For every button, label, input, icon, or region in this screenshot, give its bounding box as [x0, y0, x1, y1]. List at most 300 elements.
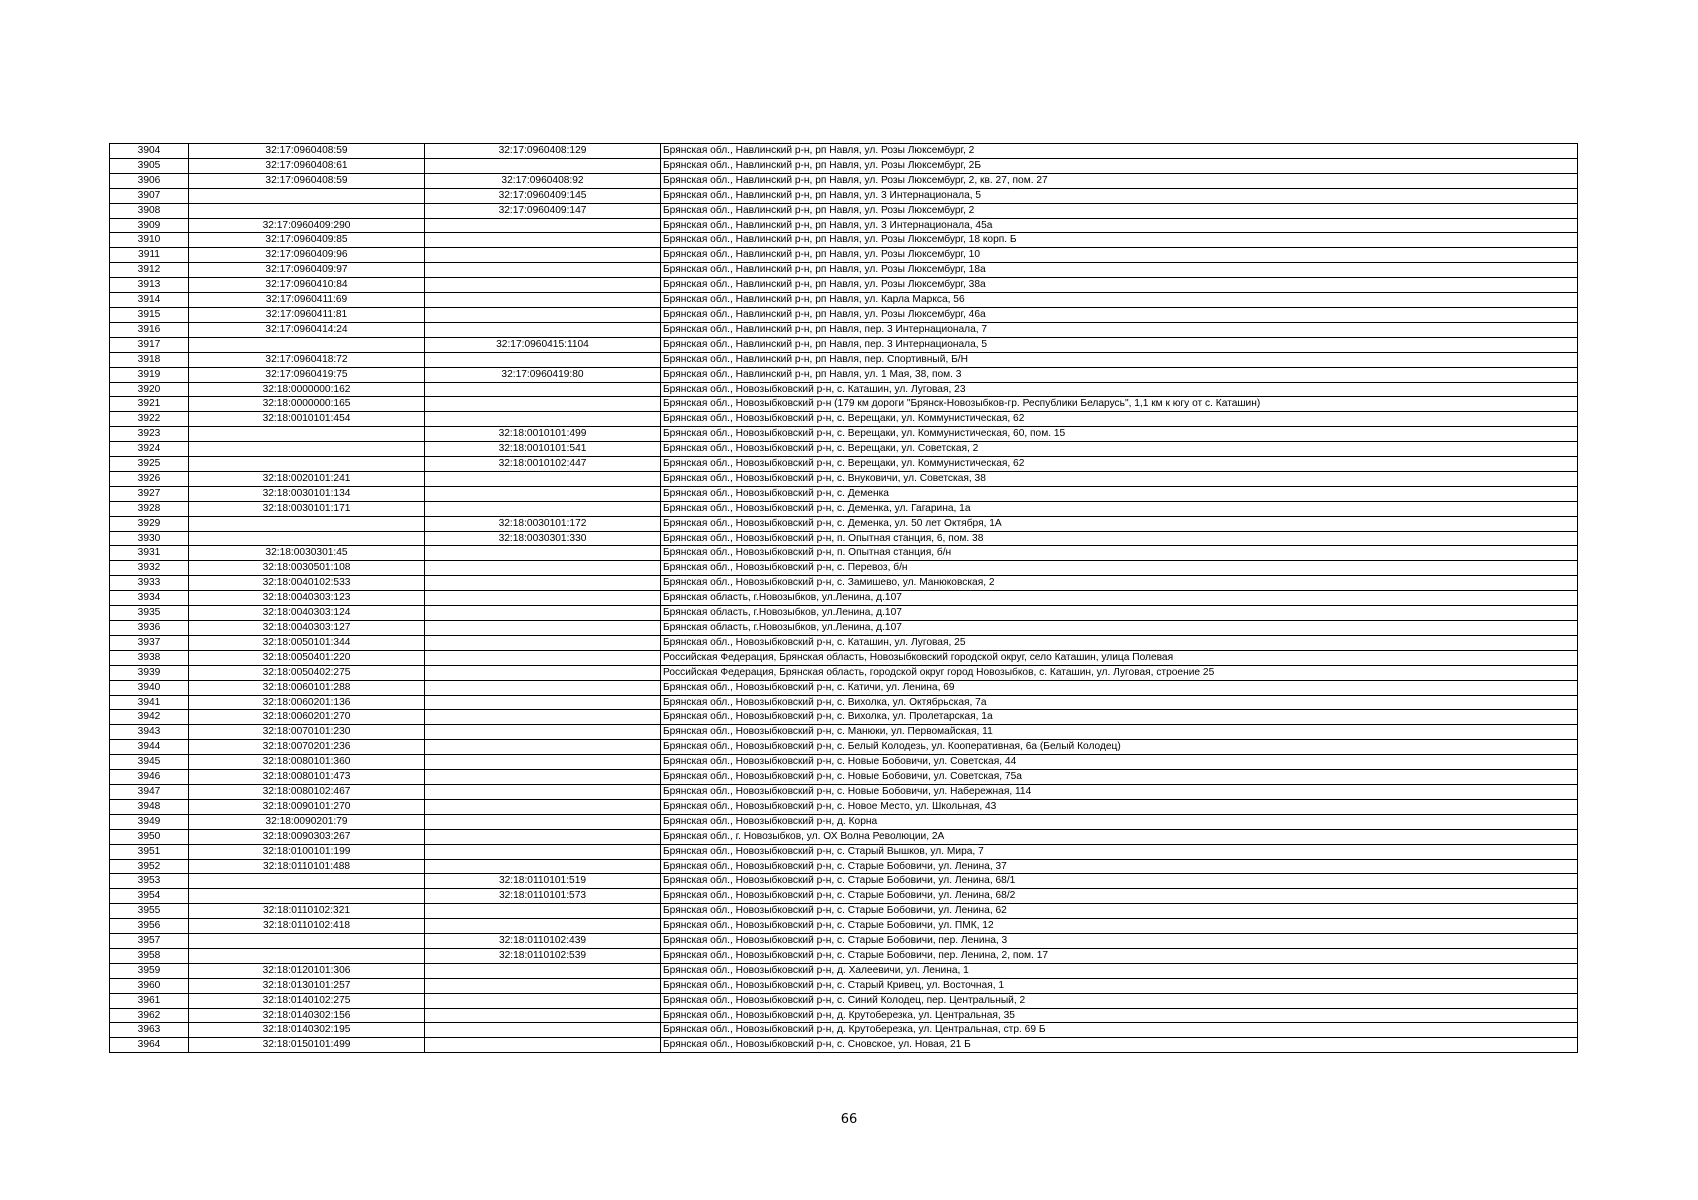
address-cell: Брянская обл., Новозыбковский р-н, с. Верещаки, ул. Коммунистическая, 62: [661, 457, 1578, 472]
related-cadastral-number-cell: [425, 1023, 661, 1038]
cadastral-number-cell: 32:17:0960409:290: [189, 218, 425, 233]
table-row: [110, 337, 1578, 352]
address-cell: Брянская обл., Навлинский р-н, рп Навля, ул. Розы Люксембург, 46а: [661, 307, 1578, 322]
table-row: [110, 457, 1578, 472]
row-number-cell: 3928: [110, 501, 189, 516]
cadastral-number-cell: 32:17:0960418:72: [189, 352, 425, 367]
row-number-cell: 3942: [110, 710, 189, 725]
address-cell: Брянская обл., Новозыбковский р-н, с. Старые Бобовичи, ул. Ленина, 62: [661, 904, 1578, 919]
table-row: [110, 621, 1578, 636]
cadastral-number-cell: 32:18:0060201:270: [189, 710, 425, 725]
address-cell: Брянская обл., Навлинский р-н, рп Навля, ул. Розы Люксембург, 2Б: [661, 158, 1578, 173]
related-cadastral-number-cell: [425, 218, 661, 233]
table-row: [110, 948, 1578, 963]
row-number-cell: 3936: [110, 621, 189, 636]
address-cell: Брянская обл., Навлинский р-н, рп Навля, ул. Розы Люксембург, 18 корп. Б: [661, 233, 1578, 248]
related-cadastral-number-cell: 32:18:0110102:439: [425, 934, 661, 949]
related-cadastral-number-cell: [425, 501, 661, 516]
table-row: [110, 725, 1578, 740]
table-row: [110, 814, 1578, 829]
related-cadastral-number-cell: [425, 859, 661, 874]
related-cadastral-number-cell: [425, 158, 661, 173]
row-number-cell: 3956: [110, 919, 189, 934]
related-cadastral-number-cell: [425, 963, 661, 978]
row-number-cell: 3947: [110, 784, 189, 799]
row-number-cell: 3950: [110, 829, 189, 844]
related-cadastral-number-cell: 32:18:0010102:447: [425, 457, 661, 472]
row-number-cell: 3914: [110, 293, 189, 308]
row-number-cell: 3912: [110, 263, 189, 278]
related-cadastral-number-cell: [425, 725, 661, 740]
address-cell: Брянская обл., Навлинский р-н, рп Навля, ул. Карла Маркса, 56: [661, 293, 1578, 308]
table-row: [110, 919, 1578, 934]
address-cell: Российская Федерация, Брянская область, городской округ город Новозыбков, с. Каташин, ул. Луговая, строение 25: [661, 665, 1578, 680]
row-number-cell: 3908: [110, 203, 189, 218]
table-row: [110, 799, 1578, 814]
cadastral-number-cell: 32:18:0130101:257: [189, 978, 425, 993]
related-cadastral-number-cell: [425, 382, 661, 397]
related-cadastral-number-cell: 32:17:0960408:92: [425, 173, 661, 188]
table-row: [110, 695, 1578, 710]
address-cell: Брянская обл., Навлинский р-н, рп Навля, ул. Розы Люксембург, 10: [661, 248, 1578, 263]
related-cadastral-number-cell: 32:18:0030101:172: [425, 516, 661, 531]
row-number-cell: 3943: [110, 725, 189, 740]
related-cadastral-number-cell: [425, 844, 661, 859]
row-number-cell: 3961: [110, 993, 189, 1008]
table-row: [110, 397, 1578, 412]
cadastral-number-cell: [189, 337, 425, 352]
table-row: [110, 382, 1578, 397]
address-cell: Брянская область, г.Новозыбков, ул.Ленина, д.107: [661, 621, 1578, 636]
address-cell: Брянская обл., Новозыбковский р-н, с. Вихолка, ул. Октябрьская, 7а: [661, 695, 1578, 710]
table-row: [110, 576, 1578, 591]
address-cell: Брянская обл., Новозыбковский р-н, с. Белый Колодезь, ул. Кооперативная, 6а (Белый Колодец): [661, 740, 1578, 755]
address-cell: Брянская обл., Новозыбковский р-н, с. Новые Бобовичи, ул. Набережная, 114: [661, 784, 1578, 799]
related-cadastral-number-cell: [425, 784, 661, 799]
cadastral-number-cell: 32:18:0140102:275: [189, 993, 425, 1008]
related-cadastral-number-cell: [425, 919, 661, 934]
address-cell: Брянская обл., Новозыбковский р-н, с. Деменка: [661, 486, 1578, 501]
table-row: [110, 874, 1578, 889]
cadastral-number-cell: [189, 889, 425, 904]
address-cell: Брянская обл., Новозыбковский р-н, с. Деменка, ул. 50 лет Октября, 1А: [661, 516, 1578, 531]
related-cadastral-number-cell: 32:18:0110102:539: [425, 948, 661, 963]
cadastral-number-cell: 32:18:0090201:79: [189, 814, 425, 829]
cadastral-number-cell: 32:17:0960414:24: [189, 322, 425, 337]
related-cadastral-number-cell: 32:17:0960408:129: [425, 144, 661, 159]
table-row: [110, 173, 1578, 188]
related-cadastral-number-cell: [425, 233, 661, 248]
related-cadastral-number-cell: [425, 993, 661, 1008]
table-row: [110, 1008, 1578, 1023]
address-cell: Брянская обл., Новозыбковский р-н, с. Каташин, ул. Луговая, 25: [661, 635, 1578, 650]
cadastral-number-cell: 32:17:0960411:69: [189, 293, 425, 308]
table-row: [110, 352, 1578, 367]
cadastral-number-cell: 32:18:0040303:123: [189, 591, 425, 606]
row-number-cell: 3905: [110, 158, 189, 173]
cadastral-number-cell: 32:18:0140302:156: [189, 1008, 425, 1023]
address-cell: Брянская обл., Новозыбковский р-н, с. Старые Бобовичи, ул. Ленина, 68/1: [661, 874, 1578, 889]
row-number-cell: 3954: [110, 889, 189, 904]
cadastral-number-cell: 32:18:0060201:136: [189, 695, 425, 710]
row-number-cell: 3918: [110, 352, 189, 367]
address-cell: Брянская обл., Навлинский р-н, рп Навля, пер. 3 Интернационала, 5: [661, 337, 1578, 352]
address-cell: Брянская обл., Новозыбковский р-н, с. Сновское, ул. Новая, 21 Б: [661, 1038, 1578, 1053]
table-row: [110, 188, 1578, 203]
registry-body: [110, 144, 1578, 1053]
cadastral-number-cell: 32:17:0960419:75: [189, 367, 425, 382]
row-number-cell: 3920: [110, 382, 189, 397]
table-row: [110, 784, 1578, 799]
row-number-cell: 3927: [110, 486, 189, 501]
address-cell: Брянская обл., Новозыбковский р-н, с. Верещаки, ул. Коммунистическая, 62: [661, 412, 1578, 427]
address-cell: Брянская обл., Новозыбковский р-н, с. Катичи, ул. Ленина, 69: [661, 680, 1578, 695]
address-cell: Брянская обл., Новозыбковский р-н, с. Старые Бобовичи, пер. Ленина, 3: [661, 934, 1578, 949]
related-cadastral-number-cell: [425, 740, 661, 755]
row-number-cell: 3915: [110, 307, 189, 322]
cadastral-number-cell: 32:18:0050402:275: [189, 665, 425, 680]
row-number-cell: 3939: [110, 665, 189, 680]
table-row: [110, 710, 1578, 725]
table-row: [110, 427, 1578, 442]
address-cell: Брянская обл., Новозыбковский р-н, д. Халеевичи, ул. Ленина, 1: [661, 963, 1578, 978]
row-number-cell: 3921: [110, 397, 189, 412]
cadastral-number-cell: 32:18:0010101:454: [189, 412, 425, 427]
cadastral-number-cell: 32:18:0040303:124: [189, 606, 425, 621]
related-cadastral-number-cell: [425, 412, 661, 427]
table-row: [110, 203, 1578, 218]
row-number-cell: 3933: [110, 576, 189, 591]
cadastral-number-cell: [189, 442, 425, 457]
row-number-cell: 3925: [110, 457, 189, 472]
table-row: [110, 606, 1578, 621]
related-cadastral-number-cell: [425, 352, 661, 367]
row-number-cell: 3931: [110, 546, 189, 561]
address-cell: Брянская обл., г. Новозыбков, ул. ОХ Волна Революции, 2А: [661, 829, 1578, 844]
table-row: [110, 844, 1578, 859]
cadastral-number-cell: [189, 188, 425, 203]
related-cadastral-number-cell: 32:17:0960409:147: [425, 203, 661, 218]
related-cadastral-number-cell: [425, 397, 661, 412]
related-cadastral-number-cell: [425, 278, 661, 293]
related-cadastral-number-cell: [425, 561, 661, 576]
address-cell: Брянская обл., Новозыбковский р-н, с. Внуковичи, ул. Советская, 38: [661, 471, 1578, 486]
address-cell: Брянская обл., Новозыбковский р-н, с. Верещаки, ул. Советская, 2: [661, 442, 1578, 457]
cadastral-number-cell: 32:17:0960409:85: [189, 233, 425, 248]
table-row: [110, 1023, 1578, 1038]
table-row: [110, 531, 1578, 546]
table-row: [110, 978, 1578, 993]
table-row: [110, 218, 1578, 233]
table-row: [110, 248, 1578, 263]
related-cadastral-number-cell: [425, 1008, 661, 1023]
related-cadastral-number-cell: [425, 770, 661, 785]
table-row: [110, 934, 1578, 949]
cadastral-number-cell: [189, 427, 425, 442]
address-cell: Брянская обл., Новозыбковский р-н, д. Корна: [661, 814, 1578, 829]
address-cell: Брянская обл., Новозыбковский р-н, с. Новые Бобовичи, ул. Советская, 44: [661, 755, 1578, 770]
cadastral-number-cell: 32:18:0040303:127: [189, 621, 425, 636]
related-cadastral-number-cell: 32:18:0010101:499: [425, 427, 661, 442]
cadastral-number-cell: 32:17:0960410:84: [189, 278, 425, 293]
address-cell: Брянская обл., Новозыбковский р-н, с. Каташин, ул. Луговая, 23: [661, 382, 1578, 397]
row-number-cell: 3906: [110, 173, 189, 188]
related-cadastral-number-cell: [425, 635, 661, 650]
table-row: [110, 233, 1578, 248]
related-cadastral-number-cell: [425, 546, 661, 561]
table-row: [110, 680, 1578, 695]
related-cadastral-number-cell: [425, 904, 661, 919]
related-cadastral-number-cell: [425, 695, 661, 710]
related-cadastral-number-cell: [425, 307, 661, 322]
row-number-cell: 3910: [110, 233, 189, 248]
row-number-cell: 3935: [110, 606, 189, 621]
related-cadastral-number-cell: [425, 799, 661, 814]
address-cell: Брянская обл., Новозыбковский р-н, с. Вихолка, ул. Пролетарская, 1а: [661, 710, 1578, 725]
related-cadastral-number-cell: 32:18:0030301:330: [425, 531, 661, 546]
address-cell: Брянская обл., Новозыбковский р-н, с. Перевоз, б/н: [661, 561, 1578, 576]
row-number-cell: 3951: [110, 844, 189, 859]
address-cell: Брянская обл., Новозыбковский р-н, с. Замишево, ул. Манюковская, 2: [661, 576, 1578, 591]
address-cell: Брянская обл., Навлинский р-н, рп Навля, пер. 3 Интернационала, 7: [661, 322, 1578, 337]
row-number-cell: 3937: [110, 635, 189, 650]
table-row: [110, 263, 1578, 278]
cadastral-number-cell: 32:18:0090303:267: [189, 829, 425, 844]
cadastral-number-cell: [189, 874, 425, 889]
address-cell: Брянская обл., Новозыбковский р-н, с. Старый Вышков, ул. Мира, 7: [661, 844, 1578, 859]
table-row: [110, 442, 1578, 457]
address-cell: Российская Федерация, Брянская область, Новозыбковский городской округ, село Каташин, улица Полевая: [661, 650, 1578, 665]
table-row: [110, 889, 1578, 904]
table-row: [110, 144, 1578, 159]
address-cell: Брянская обл., Навлинский р-н, рп Навля, пер. Спортивный, Б/Н: [661, 352, 1578, 367]
cadastral-number-cell: 32:18:0070201:236: [189, 740, 425, 755]
row-number-cell: 3932: [110, 561, 189, 576]
address-cell: Брянская обл., Навлинский р-н, рп Навля, ул. 3 Интернационала, 45а: [661, 218, 1578, 233]
row-number-cell: 3957: [110, 934, 189, 949]
address-cell: Брянская обл., Навлинский р-н, рп Навля, ул. Розы Люксембург, 2: [661, 203, 1578, 218]
address-cell: Брянская обл., Навлинский р-н, рп Навля, ул. Розы Люксембург, 2: [661, 144, 1578, 159]
table-row: [110, 665, 1578, 680]
related-cadastral-number-cell: 32:18:0110101:573: [425, 889, 661, 904]
cadastral-number-cell: 32:18:0030101:171: [189, 501, 425, 516]
address-cell: Брянская обл., Навлинский р-н, рп Навля, ул. Розы Люксембург, 18а: [661, 263, 1578, 278]
table-row: [110, 561, 1578, 576]
cadastral-number-cell: 32:18:0030301:45: [189, 546, 425, 561]
cadastral-number-cell: 32:17:0960408:59: [189, 173, 425, 188]
address-cell: Брянская обл., Новозыбковский р-н, д. Крутоберезка, ул. Центральная, 35: [661, 1008, 1578, 1023]
related-cadastral-number-cell: [425, 1038, 661, 1053]
cadastral-number-cell: 32:17:0960408:59: [189, 144, 425, 159]
table-row: [110, 322, 1578, 337]
related-cadastral-number-cell: [425, 293, 661, 308]
table-row: [110, 770, 1578, 785]
address-cell: Брянская обл., Новозыбковский р-н, с. Манюки, ул. Первомайская, 11: [661, 725, 1578, 740]
cadastral-number-cell: 32:17:0960409:97: [189, 263, 425, 278]
table-row: [110, 516, 1578, 531]
related-cadastral-number-cell: [425, 680, 661, 695]
table-row: [110, 740, 1578, 755]
table-row: [110, 293, 1578, 308]
row-number-cell: 3919: [110, 367, 189, 382]
cadastral-number-cell: 32:18:0090101:270: [189, 799, 425, 814]
address-cell: Брянская область, г.Новозыбков, ул.Ленина, д.107: [661, 591, 1578, 606]
table-row: [110, 993, 1578, 1008]
table-row: [110, 278, 1578, 293]
related-cadastral-number-cell: [425, 650, 661, 665]
table-row: [110, 471, 1578, 486]
address-cell: Брянская обл., Навлинский р-н, рп Навля, ул. Розы Люксембург, 38а: [661, 278, 1578, 293]
related-cadastral-number-cell: 32:18:0110101:519: [425, 874, 661, 889]
address-cell: Брянская обл., Новозыбковский р-н, с. Новое Место, ул. Школьная, 43: [661, 799, 1578, 814]
cadastral-number-cell: 32:18:0030101:134: [189, 486, 425, 501]
table-row: [110, 158, 1578, 173]
row-number-cell: 3946: [110, 770, 189, 785]
row-number-cell: 3964: [110, 1038, 189, 1053]
row-number-cell: 3949: [110, 814, 189, 829]
address-cell: Брянская обл., Навлинский р-н, рп Навля, ул. Розы Люксембург, 2, кв. 27, пом. 27: [661, 173, 1578, 188]
address-cell: Брянская обл., Новозыбковский р-н, с. Старые Бобовичи, пер. Ленина, 2, пом. 17: [661, 948, 1578, 963]
related-cadastral-number-cell: [425, 710, 661, 725]
cadastral-number-cell: 32:18:0000000:165: [189, 397, 425, 412]
address-cell: Брянская обл., Новозыбковский р-н, п. Опытная станция, 6, пом. 38: [661, 531, 1578, 546]
cadastral-number-cell: 32:17:0960409:96: [189, 248, 425, 263]
table-row: [110, 501, 1578, 516]
table-row: [110, 635, 1578, 650]
cadastral-number-cell: 32:18:0080101:473: [189, 770, 425, 785]
related-cadastral-number-cell: 32:17:0960419:80: [425, 367, 661, 382]
related-cadastral-number-cell: [425, 814, 661, 829]
row-number-cell: 3916: [110, 322, 189, 337]
cadastral-number-cell: 32:18:0050401:220: [189, 650, 425, 665]
row-number-cell: 3959: [110, 963, 189, 978]
address-cell: Брянская обл., Новозыбковский р-н, с. Старые Бобовичи, ул. Ленина, 37: [661, 859, 1578, 874]
table-row: [110, 367, 1578, 382]
row-number-cell: 3938: [110, 650, 189, 665]
cadastral-number-cell: [189, 934, 425, 949]
row-number-cell: 3924: [110, 442, 189, 457]
table-row: [110, 412, 1578, 427]
address-cell: Брянская обл., Новозыбковский р-н, с. Старые Бобовичи, ул. Ленина, 68/2: [661, 889, 1578, 904]
cadastral-number-cell: 32:18:0020101:241: [189, 471, 425, 486]
row-number-cell: 3907: [110, 188, 189, 203]
cadastral-number-cell: 32:17:0960411:81: [189, 307, 425, 322]
related-cadastral-number-cell: [425, 665, 661, 680]
related-cadastral-number-cell: 32:17:0960415:1104: [425, 337, 661, 352]
table-row: [110, 755, 1578, 770]
table-row: [110, 486, 1578, 501]
row-number-cell: 3952: [110, 859, 189, 874]
row-number-cell: 3926: [110, 471, 189, 486]
cadastral-number-cell: 32:18:0110102:321: [189, 904, 425, 919]
row-number-cell: 3934: [110, 591, 189, 606]
related-cadastral-number-cell: 32:17:0960409:145: [425, 188, 661, 203]
address-cell: Брянская обл., Новозыбковский р-н (179 км дороги "Брянск-Новозыбков-гр. Республики Беларусь", 1,1 км к югу от с. Каташин): [661, 397, 1578, 412]
related-cadastral-number-cell: [425, 322, 661, 337]
cadastral-number-cell: 32:18:0040102:533: [189, 576, 425, 591]
cadastral-number-cell: 32:18:0030501:108: [189, 561, 425, 576]
related-cadastral-number-cell: [425, 978, 661, 993]
address-cell: Брянская обл., Новозыбковский р-н, с. Старые Бобовичи, ул. ПМК, 12: [661, 919, 1578, 934]
row-number-cell: 3945: [110, 755, 189, 770]
related-cadastral-number-cell: 32:18:0010101:541: [425, 442, 661, 457]
row-number-cell: 3958: [110, 948, 189, 963]
row-number-cell: 3941: [110, 695, 189, 710]
row-number-cell: 3922: [110, 412, 189, 427]
table-row: [110, 1038, 1578, 1053]
cadastral-number-cell: [189, 948, 425, 963]
row-number-cell: 3917: [110, 337, 189, 352]
cadastral-number-cell: 32:18:0110102:418: [189, 919, 425, 934]
address-cell: Брянская обл., Новозыбковский р-н, д. Крутоберезка, ул. Центральная, стр. 69 Б: [661, 1023, 1578, 1038]
row-number-cell: 3953: [110, 874, 189, 889]
row-number-cell: 3948: [110, 799, 189, 814]
table-row: [110, 307, 1578, 322]
cadastral-number-cell: [189, 516, 425, 531]
related-cadastral-number-cell: [425, 248, 661, 263]
page-number: 66: [840, 1112, 858, 1127]
cadastral-number-cell: 32:18:0060101:288: [189, 680, 425, 695]
related-cadastral-number-cell: [425, 755, 661, 770]
row-number-cell: 3960: [110, 978, 189, 993]
cadastral-number-cell: [189, 531, 425, 546]
cadastral-number-cell: 32:17:0960408:61: [189, 158, 425, 173]
row-number-cell: 3909: [110, 218, 189, 233]
row-number-cell: 3911: [110, 248, 189, 263]
related-cadastral-number-cell: [425, 591, 661, 606]
cadastral-number-cell: 32:18:0120101:306: [189, 963, 425, 978]
table-row: [110, 859, 1578, 874]
related-cadastral-number-cell: [425, 576, 661, 591]
cadastral-number-cell: 32:18:0080101:360: [189, 755, 425, 770]
address-cell: Брянская обл., Новозыбковский р-н, с. Синий Колодец, пер. Центральный, 2: [661, 993, 1578, 1008]
address-cell: Брянская обл., Новозыбковский р-н, с. Новые Бобовичи, ул. Советская, 75а: [661, 770, 1578, 785]
cadastral-number-cell: 32:18:0110101:488: [189, 859, 425, 874]
table-row: [110, 829, 1578, 844]
table-row: [110, 650, 1578, 665]
address-cell: Брянская обл., Навлинский р-н, рп Навля, ул. 1 Мая, 38, пом. 3: [661, 367, 1578, 382]
cadastral-number-cell: 32:18:0070101:230: [189, 725, 425, 740]
cadastral-number-cell: [189, 457, 425, 472]
row-number-cell: 3963: [110, 1023, 189, 1038]
cadastral-number-cell: [189, 203, 425, 218]
row-number-cell: 3913: [110, 278, 189, 293]
address-cell: Брянская обл., Навлинский р-н, рп Навля, ул. 3 Интернационала, 5: [661, 188, 1578, 203]
table-row: [110, 591, 1578, 606]
row-number-cell: 3962: [110, 1008, 189, 1023]
registry-table: [109, 143, 1578, 1053]
related-cadastral-number-cell: [425, 621, 661, 636]
row-number-cell: 3940: [110, 680, 189, 695]
address-cell: Брянская обл., Новозыбковский р-н, с. Деменка, ул. Гагарина, 1а: [661, 501, 1578, 516]
related-cadastral-number-cell: [425, 263, 661, 278]
row-number-cell: 3923: [110, 427, 189, 442]
related-cadastral-number-cell: [425, 606, 661, 621]
row-number-cell: 3955: [110, 904, 189, 919]
row-number-cell: 3929: [110, 516, 189, 531]
cadastral-number-cell: 32:18:0150101:499: [189, 1038, 425, 1053]
cadastral-number-cell: 32:18:0050101:344: [189, 635, 425, 650]
row-number-cell: 3930: [110, 531, 189, 546]
cadastral-number-cell: 32:18:0000000:162: [189, 382, 425, 397]
address-cell: Брянская обл., Новозыбковский р-н, с. Верещаки, ул. Коммунистическая, 60, пом. 15: [661, 427, 1578, 442]
address-cell: Брянская область, г.Новозыбков, ул.Ленина, д.107: [661, 606, 1578, 621]
row-number-cell: 3944: [110, 740, 189, 755]
related-cadastral-number-cell: [425, 471, 661, 486]
cadastral-number-cell: 32:18:0100101:199: [189, 844, 425, 859]
table-row: [110, 546, 1578, 561]
related-cadastral-number-cell: [425, 486, 661, 501]
